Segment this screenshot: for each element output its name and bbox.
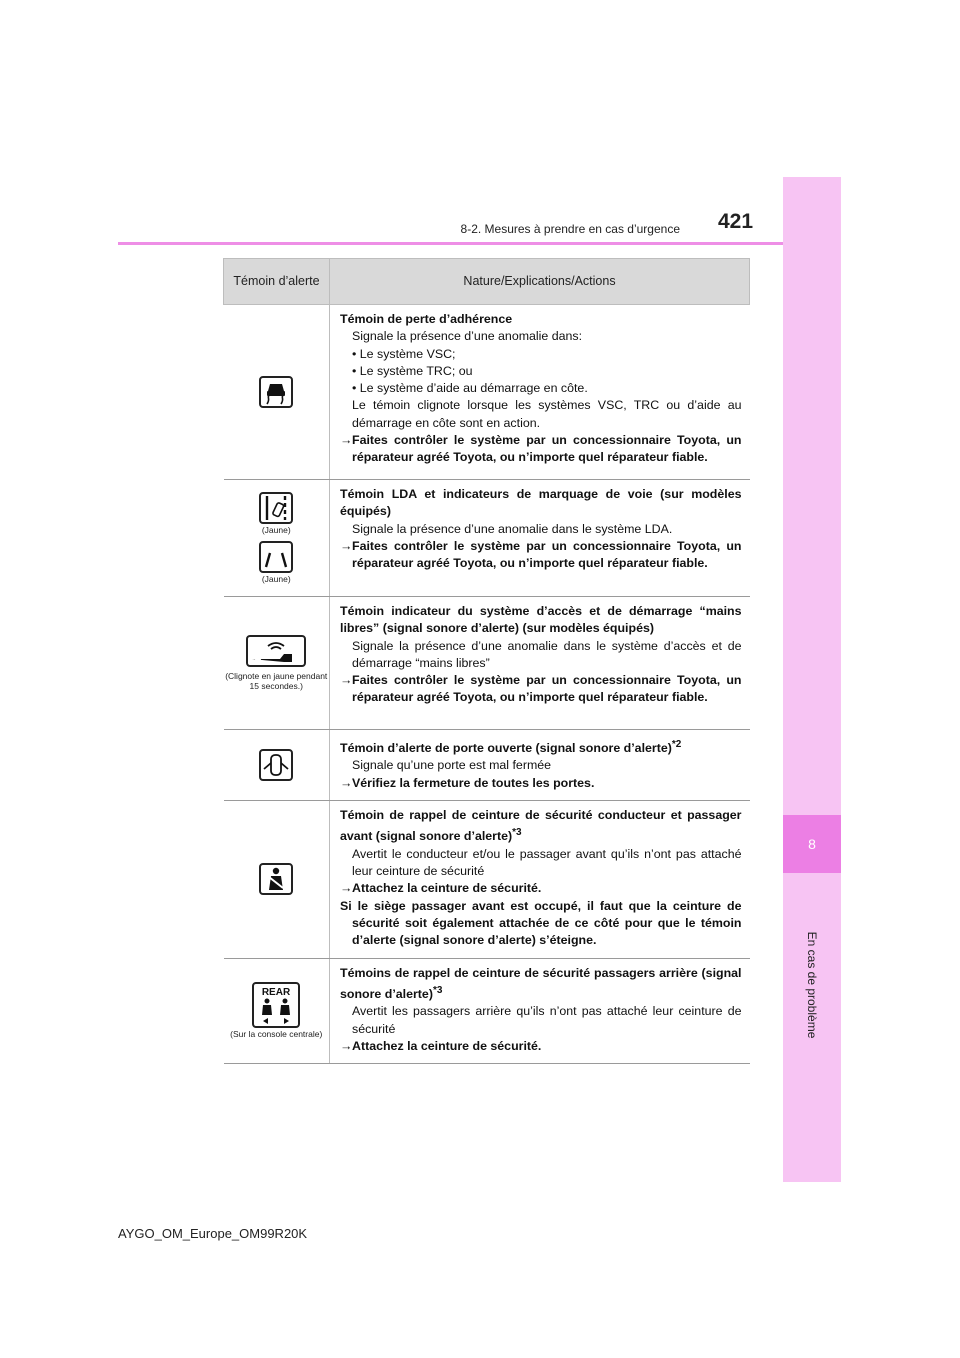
row-action (340, 432, 742, 467)
footnote-ref: *3 (432, 984, 443, 996)
arrow-icon: → (340, 538, 353, 553)
icon-cell (224, 730, 330, 801)
action-text: Faites contrôler le système par un concessionnaire Toyota, un réparateur agréé Toyota, ou n’importe quel réparateur fiable. (352, 673, 742, 705)
arrow-icon: → (340, 881, 353, 896)
table-header-row (224, 259, 750, 305)
icon-caption: (Jaune) (261, 524, 291, 535)
skid-car-icon (259, 376, 293, 408)
row-action (340, 1038, 742, 1055)
text-cell (330, 597, 750, 730)
row-action (340, 672, 742, 707)
row-title (340, 736, 742, 757)
page-number: 421 (718, 210, 754, 233)
col-header-light: Témoin d’alerte (224, 259, 330, 305)
icon-cell (224, 597, 330, 730)
action-text: Attachez la ceinture de sécurité. (352, 881, 542, 896)
icon-cell (224, 801, 330, 959)
row-title-text: Témoin d’alerte de porte ouverte (signal sonore d’alerte) (340, 741, 672, 756)
table-row (224, 480, 750, 597)
lane-departure-icon (259, 492, 293, 524)
icon-caption: (Sur la console centrale) (230, 1029, 323, 1040)
row-description: Signale la présence d’une anomalie dans: (352, 329, 583, 344)
text-cell (330, 958, 750, 1064)
row-note: Le témoin clignote lorsque les systèmes VSC, TRC ou d’aide au démarrage en côte sont en action. (352, 398, 742, 430)
list-item: • Le système TRC; ou (352, 363, 473, 378)
icon-caption: (Jaune) (261, 574, 291, 584)
row-description: Avertit le conducteur et/ou le passager avant qu’ils n’ont pas attaché leur ceinture de sécurité (352, 846, 742, 879)
table-row (224, 305, 750, 480)
smart-key-icon (246, 635, 306, 667)
chapter-number: 8 (783, 815, 841, 873)
icon-cell (224, 958, 330, 1064)
footnote-ref: *2 (671, 739, 682, 750)
row-title-text: Témoin de rappel de ceinture de sécurité conducteur et passager avant (signal sonore d’alerte) (340, 808, 742, 844)
row-action (340, 538, 742, 573)
row-title: Témoin indicateur du système d’accès et de démarrage “mains libres” (signal sonore d’alerte) (sur modèles équipés) (340, 604, 742, 636)
table-row (224, 958, 750, 1064)
text-cell (330, 801, 750, 959)
row-action (340, 880, 742, 897)
row-title: Témoin de perte d’adhérence (340, 312, 513, 326)
table-row (224, 801, 750, 959)
row-action (340, 775, 742, 792)
row-title: Témoin LDA et indicateurs de marquage de voie (sur modèles équipés) (340, 487, 742, 519)
document-footer: AYGO_OM_Europe_OM99R20K (118, 1226, 308, 1241)
row-description: Signale la présence d’une anomalie dans le système LDA. (352, 521, 673, 536)
col-header-nature: Nature/Explications/Actions (330, 259, 750, 305)
open-door-icon (259, 749, 293, 781)
seatbelt-icon (259, 863, 293, 895)
arrow-icon: → (340, 1038, 353, 1053)
warning-lights-table (223, 258, 750, 1064)
arrow-icon: → (340, 433, 353, 448)
header-rule (118, 242, 783, 245)
text-cell (330, 480, 750, 597)
text-cell (330, 730, 750, 801)
row-title (340, 807, 742, 846)
row-description: Signale qu’une porte est mal fermée (352, 758, 552, 773)
action-text: Faites contrôler le système par un concessionnaire Toyota, un réparateur agréé Toyota, ou n’importe quel réparateur fiable. (352, 538, 742, 571)
icon-cell (224, 480, 330, 597)
arrow-icon: → (340, 673, 353, 688)
table-row (224, 597, 750, 730)
section-title: 8-2. Mesures à prendre en cas d’urgence (460, 222, 680, 236)
action-note: Si le siège passager avant est occupé, il faut que la ceinture de sécurité soit également attachée de ce côté pour que le témoin d’alerte (signal sonore d’alerte) s’éteigne. (340, 898, 742, 948)
row-title-text: Témoins de rappel de ceinture de sécurité passagers arrière (signal sonore d’alerte) (340, 965, 742, 1001)
rear-seatbelt-icon (252, 982, 300, 1028)
list-item: • Le système VSC; (352, 346, 456, 361)
icon-caption: (Clignote en jaune pendant 15 secondes.) (225, 671, 328, 691)
action-text: Vérifiez la fermeture de toutes les portes. (352, 775, 595, 790)
arrow-icon: → (340, 775, 353, 790)
text-cell (330, 305, 750, 480)
rear-label: REAR (262, 987, 291, 999)
row-description: Signale la présence d’une anomalie dans le système d’accès et de démarrage “mains libres” (352, 638, 742, 670)
icon-cell (224, 305, 330, 480)
list-item: • Le système d’aide au démarrage en côte. (352, 381, 588, 396)
table-row (224, 730, 750, 801)
row-description: Avertit les passagers arrière qu’ils n’ont pas attaché leur ceinture de sécurité (352, 1004, 742, 1036)
action-text: Attachez la ceinture de sécurité. (352, 1038, 542, 1053)
lane-marking-icon (259, 541, 293, 573)
footnote-ref: *3 (512, 827, 522, 839)
chapter-label: En cas de problème (805, 931, 819, 1039)
action-text: Faites contrôler le système par un concessionnaire Toyota, un réparateur agréé Toyota, ou n’importe quel réparateur fiable. (352, 433, 742, 465)
row-title (340, 965, 742, 1004)
